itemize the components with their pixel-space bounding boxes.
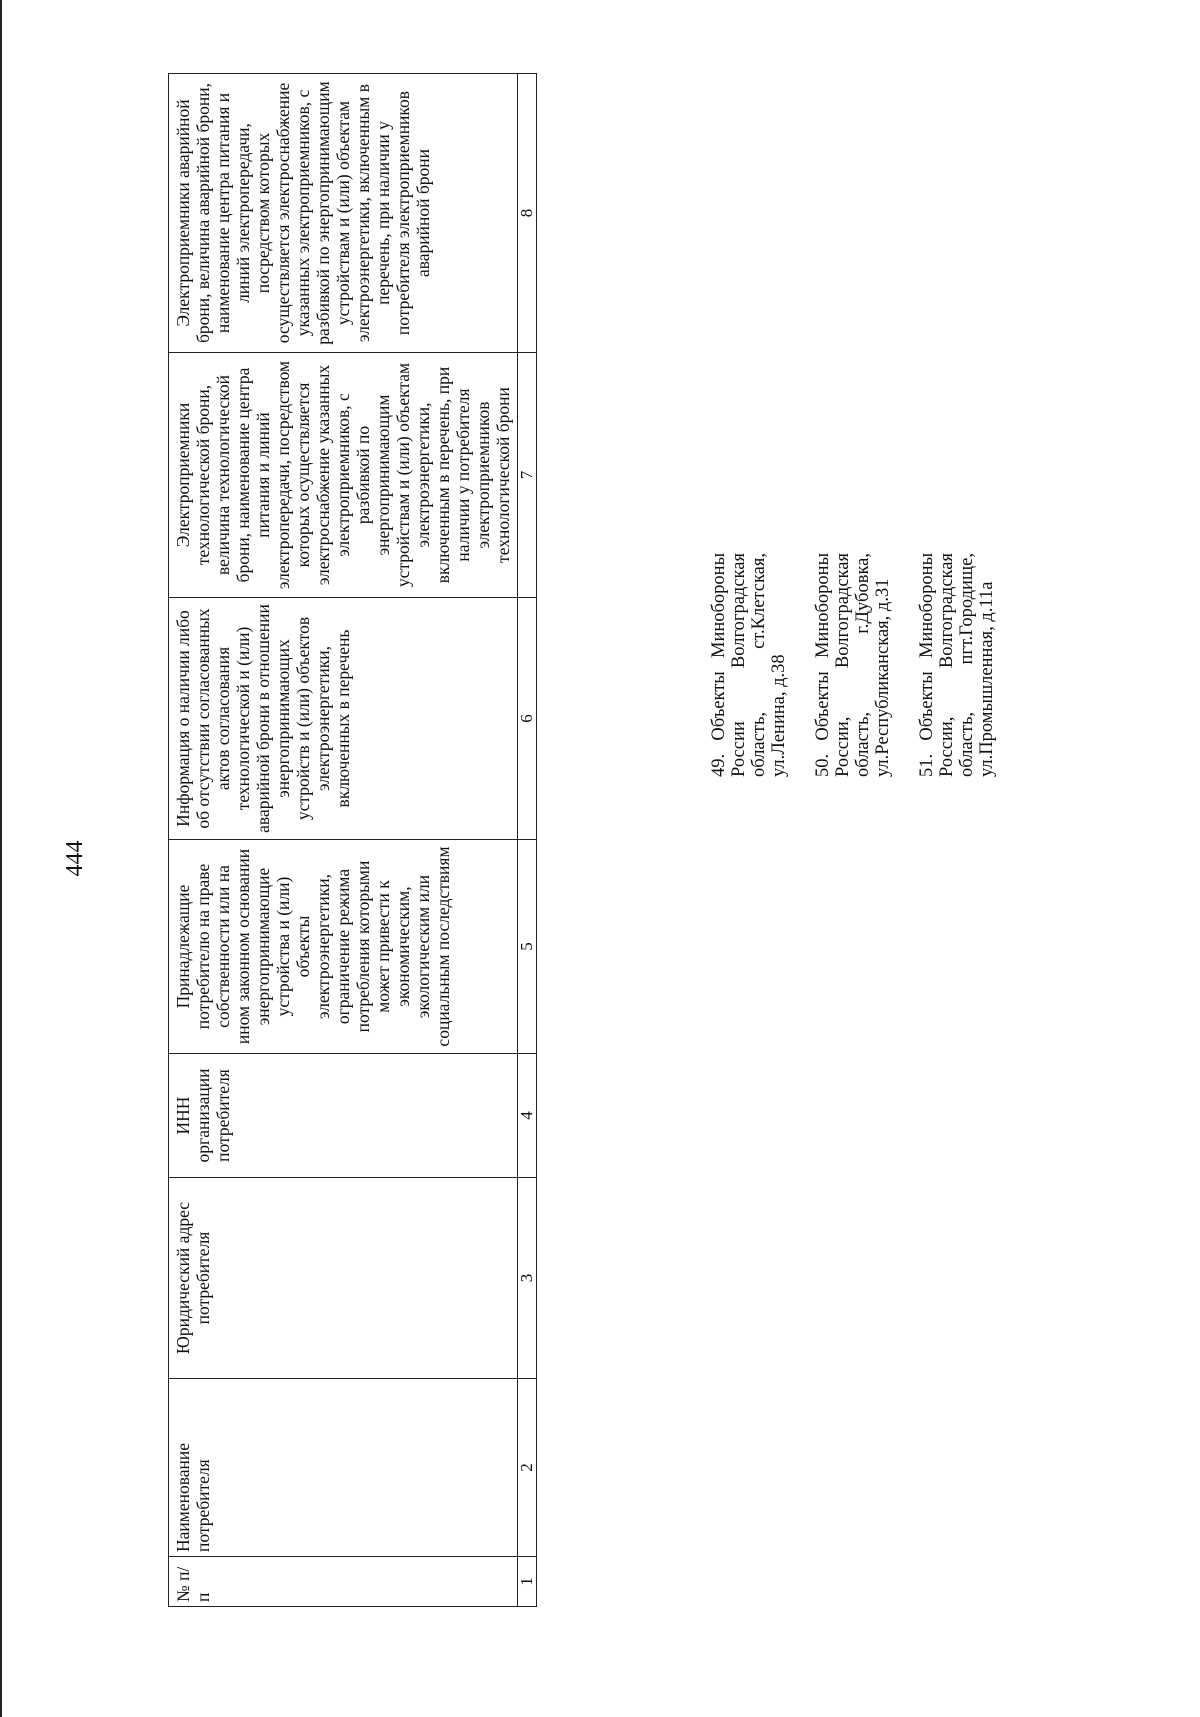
header-inn: ИНН организации потребителя <box>169 1054 518 1178</box>
column-number: 8 <box>518 74 537 353</box>
list-item: 50. Объекты Минобороны России, Волгоградская область, г.Дубовка, ул.Республиканская, д.31 <box>813 553 893 777</box>
header-devices: Принадлежащие потребителю на праве собственности или на ином законном основании энергопринимающие устройства и (или) объекты электроэнергетики, ограничение режима потребления которыми может привести к экономическим, экологическим или социальным последствиям <box>169 840 518 1054</box>
column-number: 6 <box>518 598 537 840</box>
header-number: № п/п <box>169 1557 518 1607</box>
object-list <box>709 553 1021 777</box>
list-item: 51. Объекты Минобороны России, Волгоградская область, пгт.Городище, ул.Промышленная, д.11а <box>917 553 997 777</box>
consumer-table <box>168 73 537 1607</box>
header-legal-address: Юридический адрес потребителя <box>169 1178 518 1379</box>
column-number: 7 <box>518 353 537 598</box>
header-reserve-info: Информация о наличии либо об отсутствии согласованных актов согласования технологической и (или) аварийной брони в отношении энергопринимающих устройств и (или) объектов электроэнергетики, включенных в перечень <box>169 598 518 840</box>
header-tech-reserve: Электроприемники технологической брони, величина технологической брони, наименование центра питания и линий электропередачи, посредством которых осуществляется электроснабжение указанных электроприемников, с разбивкой по энергопринимающим устройствам и (или) объектам электроэнергетики, включенным в перечень, при наличии у потребителя электроприемников технологической брони <box>169 353 518 598</box>
column-number: 1 <box>518 1557 537 1607</box>
page-number: 444 <box>62 840 88 877</box>
column-number: 4 <box>518 1054 537 1178</box>
column-number: 5 <box>518 840 537 1054</box>
table-header-row <box>169 74 518 1607</box>
column-number-row <box>518 74 537 1607</box>
column-number: 3 <box>518 1178 537 1379</box>
column-number: 2 <box>518 1379 537 1557</box>
header-emergency-reserve: Электроприемники аварийной брони, величина аварийной брони, наименование центра питания и линий электропередачи, посредством которых осуществляется электроснабжение указанных электроприемников, с разбивкой по энергопринимающим устройствам и (или) объектам электроэнергетики, включенным в перечень, при наличии у потребителя электроприемников аварийной брони <box>169 74 518 353</box>
list-item: 49. Объекты Минобороны России Волгоградская область, ст.Клетская, ул.Ленина, д.38 <box>709 553 789 777</box>
header-consumer-name: Наименование потребителя <box>169 1379 518 1557</box>
